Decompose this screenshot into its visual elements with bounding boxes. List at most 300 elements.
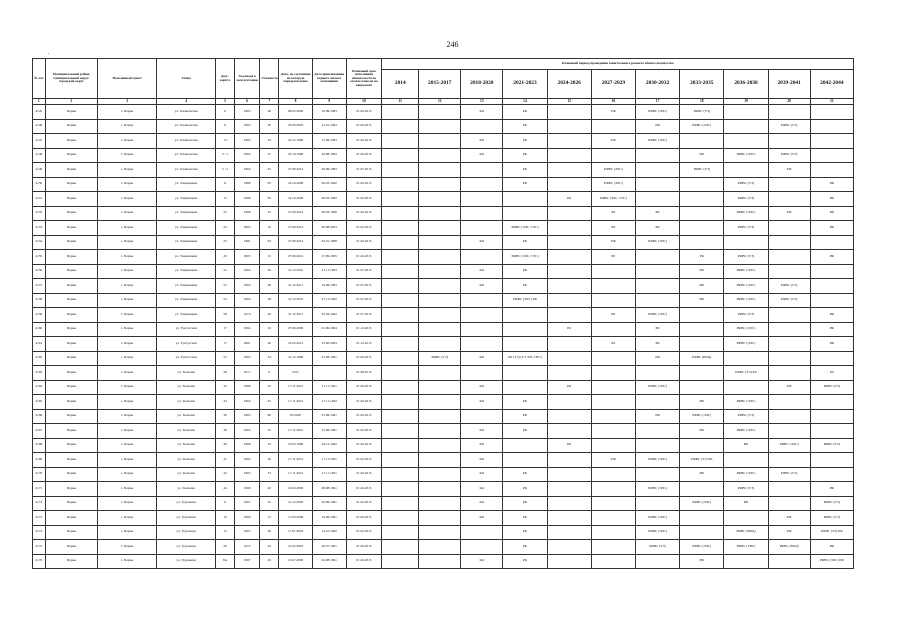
cell-no: 4164: [33, 380, 46, 395]
cell-period: [382, 235, 419, 250]
cell-floors: 33: [260, 438, 279, 453]
cell-period: [591, 438, 635, 453]
col-number: 17: [635, 99, 679, 105]
table-row: [33, 395, 854, 410]
cell-date-privatization: 04.12.1992: [312, 438, 346, 453]
cell-period: [461, 192, 503, 207]
cell-date-wear: 17.11.2012: [279, 453, 313, 468]
cell-settlement: г. Пермь: [98, 395, 157, 410]
cell-period: [419, 409, 461, 424]
cell-period: [382, 395, 419, 410]
cell-no: 4169: [33, 453, 46, 468]
cell-period: [768, 453, 810, 468]
cell-floors: 25: [260, 206, 279, 221]
capital-repair-register-table: [32, 58, 854, 569]
cell-no: 4156: [33, 264, 46, 279]
cell-no: 4176: [33, 554, 46, 569]
cell-period: РФВС (ТЭ): [724, 482, 768, 497]
cell-period: [724, 351, 768, 366]
cell-date-privatization: 21.01.1994: [312, 119, 346, 134]
cell-period: РФ: [768, 206, 810, 221]
cell-period: КО: [461, 554, 503, 569]
cell-period: [419, 308, 461, 323]
cell-planned-term: 01.07.2015: [346, 264, 382, 279]
cell-settlement: г. Пермь: [98, 337, 157, 352]
cell-settlement: г. Пермь: [98, 554, 157, 569]
cell-period: РК: [547, 380, 591, 395]
cell-settlement: г. Пермь: [98, 453, 157, 468]
cell-date-privatization: 06.03.1992: [312, 177, 346, 192]
cell-period: [810, 424, 853, 439]
cell-street: ул. Тюльпан: [157, 482, 216, 497]
cell-period: [382, 105, 419, 120]
cell-period: РФ: [768, 163, 810, 178]
cell-period: [382, 380, 419, 395]
cell-period: [547, 496, 591, 511]
col-number: 5: [216, 99, 235, 105]
cell-period: [635, 163, 679, 178]
cell-floors: 30: [260, 119, 279, 134]
cell-period: [547, 264, 591, 279]
cell-period: [419, 525, 461, 540]
table-row: [33, 409, 854, 424]
cell-period: [382, 351, 419, 366]
cell-period: РФВС (ЭЛС) РК: [503, 293, 547, 308]
cell-period: [419, 511, 461, 526]
cell-period: РФВС (ТЭ) РК: [724, 366, 768, 381]
cell-period: РФВС (ТЭ): [768, 279, 810, 294]
cell-period: [810, 279, 853, 294]
cell-period: [419, 221, 461, 236]
cell-period: РК: [503, 119, 547, 134]
cell-period: РК: [503, 105, 547, 120]
cell-planned-term: 01.12.2015: [346, 337, 382, 352]
table-row: [33, 279, 854, 294]
cell-date-wear: 27.09.2009: [279, 322, 313, 337]
cell-no: 4150: [33, 177, 46, 192]
cell-period: РФВС (ЭЛС): [635, 235, 679, 250]
cell-period: РФВС (ЭЛС): [591, 177, 635, 192]
cell-period: [382, 264, 419, 279]
cell-house: 52: [216, 351, 235, 366]
hdr-date-privatization: Дата приватизации первого жилого помещения: [312, 59, 346, 99]
table-row: [33, 105, 854, 120]
cell-period: [724, 235, 768, 250]
cell-period: [768, 322, 810, 337]
cell-period: РК: [503, 554, 547, 569]
cell-planned-term: 01.02.2015: [346, 235, 382, 250]
cell-period: РФВС (ТЭ): [724, 192, 768, 207]
cell-date-privatization: 01.09.1991: [312, 424, 346, 439]
cell-period: [419, 293, 461, 308]
cell-period: [810, 134, 853, 149]
cell-date-privatization: 17.11.1992: [312, 395, 346, 410]
cell-planned-term: 01.02.2015: [346, 119, 382, 134]
cell-street: ул. Техническая: [157, 163, 216, 178]
cell-period: РЛ: [547, 322, 591, 337]
col-number: 8: [279, 99, 313, 105]
cell-settlement: г. Пермь: [98, 380, 157, 395]
cell-municipality: Пермь: [45, 105, 98, 120]
cell-date-wear: 23.03.1998: [279, 438, 313, 453]
table-row: [33, 554, 854, 569]
cell-municipality: Пермь: [45, 511, 98, 526]
hdr-year: 2030-2032: [635, 70, 679, 99]
cell-settlement: г. Пермь: [98, 438, 157, 453]
cell-period: [382, 366, 419, 381]
hdr-year: 2033-2035: [680, 70, 724, 99]
cell-municipality: Пермь: [45, 424, 98, 439]
cell-no: 4152: [33, 206, 46, 221]
cell-period: [680, 308, 724, 323]
hdr-year: 2024-2026: [547, 70, 591, 99]
cell-period: [503, 366, 547, 381]
cell-planned-term: 01.02.2015: [346, 482, 382, 497]
cell-period: [810, 264, 853, 279]
cell-period: [461, 540, 503, 555]
cell-period: [680, 337, 724, 352]
cell-period: [591, 322, 635, 337]
cell-period: [382, 438, 419, 453]
cell-period: РФВС (ЭЛС, ТЭС): [591, 192, 635, 207]
cell-period: [547, 453, 591, 468]
cell-period: [419, 337, 461, 352]
cell-date-wear: 25.10.1998: [279, 148, 313, 163]
cell-period: РФВС (ВОД): [680, 351, 724, 366]
cell-period: [591, 540, 635, 555]
cell-built: 1981: [235, 235, 260, 250]
cell-no: 4173: [33, 511, 46, 526]
cell-period: [680, 322, 724, 337]
cell-street: ул. Тунгусская: [157, 337, 216, 352]
cell-built: 1969: [235, 482, 260, 497]
cell-street: ул. Товарищева: [157, 192, 216, 207]
cell-period: РФ: [680, 279, 724, 294]
cell-period: [419, 554, 461, 569]
cell-house: 44: [216, 482, 235, 497]
cell-period: РФ: [768, 525, 810, 540]
cell-period: РК: [503, 525, 547, 540]
cell-period: РФВС (ЭЛС): [724, 424, 768, 439]
cell-date-wear: 21.05.2012: [279, 337, 313, 352]
cell-period: РФВС (ЭЛС): [680, 496, 724, 511]
cell-floors: 93: [260, 235, 279, 250]
cell-period: [382, 525, 419, 540]
cell-street: ул. Товарищева: [157, 279, 216, 294]
cell-date-privatization: 14.10.1992: [312, 525, 346, 540]
table-row: [33, 308, 854, 323]
col-number: 19: [724, 99, 768, 105]
cell-period: [680, 134, 724, 149]
cell-period: РФ: [680, 395, 724, 410]
cell-street: ул. Тюльпан: [157, 409, 216, 424]
hdr-year: 2018-2020: [461, 70, 503, 99]
cell-date-privatization: 01.08.1991: [312, 351, 346, 366]
cell-period: [382, 206, 419, 221]
cell-period: РФ: [591, 105, 635, 120]
cell-period: РК: [503, 163, 547, 178]
cell-built: 1964: [235, 395, 260, 410]
cell-period: РФВС (ТЭ): [810, 511, 853, 526]
cell-period: [768, 424, 810, 439]
cell-period: РК: [503, 424, 547, 439]
cell-period: [768, 250, 810, 265]
cell-no: 4146: [33, 119, 46, 134]
cell-period: [768, 192, 810, 207]
cell-no: 4165: [33, 395, 46, 410]
cell-built: 1967: [235, 554, 260, 569]
cell-period: КО: [461, 424, 503, 439]
cell-settlement: г. Пермь: [98, 366, 157, 381]
cell-period: [591, 482, 635, 497]
cell-period: [382, 511, 419, 526]
hdr-planned-term: Плановый срок исполнения обязательств по оплате взносов на капремонт: [346, 59, 382, 99]
table-row: [33, 264, 854, 279]
cell-period: [461, 119, 503, 134]
hdr-year: 2027-2029: [591, 70, 635, 99]
cell-floors: 24: [260, 540, 279, 555]
cell-municipality: Пермь: [45, 496, 98, 511]
cell-period: РФ: [810, 250, 853, 265]
cell-house: 8А: [216, 554, 235, 569]
cell-period: РФ: [724, 496, 768, 511]
cell-floors: 95: [260, 177, 279, 192]
hdr-built: Год ввода в эксплуатацию: [235, 59, 260, 99]
cell-period: РФ: [635, 119, 679, 134]
cell-period: [724, 380, 768, 395]
cell-settlement: г. Пермь: [98, 105, 157, 120]
hdr-house: Дом / корпус: [216, 59, 235, 99]
cell-period: [810, 409, 853, 424]
cell-period: РК: [503, 482, 547, 497]
cell-floors: 33: [260, 467, 279, 482]
cell-period: КО: [461, 467, 503, 482]
cell-period: РФВС (ТЭ): [724, 250, 768, 265]
cell-period: [724, 554, 768, 569]
cell-period: РФВС (ЭЛС): [724, 206, 768, 221]
cell-period: [419, 279, 461, 294]
cell-planned-term: 01.02.2015: [346, 105, 382, 120]
hdr-no: № п/п: [33, 59, 46, 99]
cell-date-privatization: 17.11.1991: [312, 453, 346, 468]
cell-period: [419, 134, 461, 149]
cell-period: [635, 467, 679, 482]
cell-settlement: г. Пермь: [98, 293, 157, 308]
cell-period: РФ: [680, 293, 724, 308]
cell-period: [547, 540, 591, 555]
cell-period: [547, 105, 591, 120]
cell-period: [419, 163, 461, 178]
cell-floors: 15: [260, 250, 279, 265]
cell-period: РФВС (ЭЛС): [724, 264, 768, 279]
cell-period: [547, 337, 591, 352]
cell-no: 4166: [33, 409, 46, 424]
cell-settlement: г. Пермь: [98, 177, 157, 192]
table-row: [33, 250, 854, 265]
cell-period: РК: [503, 467, 547, 482]
cell-municipality: Пермь: [45, 322, 98, 337]
cell-no: 4162: [33, 351, 46, 366]
table-row: [33, 177, 854, 192]
cell-date-privatization: 17.11.1991: [312, 467, 346, 482]
cell-date-wear: 31.12.2011: [279, 308, 313, 323]
page-number: 246: [446, 40, 459, 49]
table-row: [33, 322, 854, 337]
cell-period: РК (ТЭ) (ТЭ ЭЛС ГВС): [503, 351, 547, 366]
cell-date-wear: 27.09.2014: [279, 221, 313, 236]
cell-period: РЛ: [591, 221, 635, 236]
cell-municipality: Пермь: [45, 235, 98, 250]
cell-floors: 45: [260, 163, 279, 178]
cell-street: ул. Товарищева: [157, 264, 216, 279]
cell-date-wear: 27.09.2014: [279, 206, 313, 221]
cell-settlement: г. Пермь: [98, 134, 157, 149]
cell-municipality: Пермь: [45, 264, 98, 279]
cell-no: 4171: [33, 482, 46, 497]
cell-period: РК: [503, 177, 547, 192]
cell-date-wear: 17.11.2012: [279, 467, 313, 482]
cell-house: 5а: [216, 264, 235, 279]
cell-municipality: Пермь: [45, 366, 98, 381]
cell-floors: 15: [260, 511, 279, 526]
cell-period: [591, 366, 635, 381]
cell-settlement: г. Пермь: [98, 221, 157, 236]
cell-municipality: Пермь: [45, 192, 98, 207]
cell-period: [547, 119, 591, 134]
cell-period: [635, 250, 679, 265]
cell-period: [591, 554, 635, 569]
cell-period: [419, 438, 461, 453]
cell-period: [680, 525, 724, 540]
cell-built: 2017: [235, 366, 260, 381]
cell-period: [382, 322, 419, 337]
cell-period: [635, 438, 679, 453]
cell-street: ул. Тунгусская: [157, 351, 216, 366]
cell-date-privatization: 27.11.1992: [312, 293, 346, 308]
cell-date-wear: 14.10.2008: [279, 177, 313, 192]
col-number: 14: [503, 99, 547, 105]
cell-period: КО: [461, 511, 503, 526]
cell-built: 2001: [235, 337, 260, 352]
cell-period: РФВС (ЭЛС): [724, 279, 768, 294]
cell-built: 2003: [235, 221, 260, 236]
cell-floors: 26: [260, 264, 279, 279]
cell-period: [419, 380, 461, 395]
cell-period: [680, 206, 724, 221]
cell-period: РК: [547, 192, 591, 207]
cell-street: ул. Техническая: [157, 105, 216, 120]
hdr-year: 2014: [382, 70, 419, 99]
cell-street: ул. Товарищева: [157, 293, 216, 308]
cell-date-wear: 14.10.2008: [279, 192, 313, 207]
cell-period: [419, 496, 461, 511]
table-row: [33, 366, 854, 381]
cell-house: 58: [216, 308, 235, 323]
cell-period: [810, 163, 853, 178]
cell-house: 25: [216, 235, 235, 250]
cell-municipality: Пермь: [45, 148, 98, 163]
cell-floors: 20: [260, 482, 279, 497]
cell-date-privatization: 29.08.1993: [312, 148, 346, 163]
cell-date-privatization: 06.03.1996: [312, 206, 346, 221]
cell-period: [680, 235, 724, 250]
cell-period: КО: [461, 482, 503, 497]
cell-date-wear: 15.07.2000: [279, 554, 313, 569]
cell-planned-term: 01.12.2015: [346, 322, 382, 337]
hdr-street: Улица: [157, 59, 216, 99]
cell-floors: 95: [260, 192, 279, 207]
cell-house: 14: [216, 134, 235, 149]
cell-period: РФВС (ТЭ) РК: [680, 453, 724, 468]
cell-no: 4159: [33, 308, 46, 323]
cell-period: КО: [461, 279, 503, 294]
cell-no: 4174: [33, 525, 46, 540]
cell-period: РК: [503, 540, 547, 555]
cell-period: [635, 496, 679, 511]
cell-period: [680, 482, 724, 497]
cell-planned-term: 01.02.2015: [346, 380, 382, 395]
cell-no: 4163: [33, 366, 46, 381]
cell-planned-term: 01.02.2015: [346, 467, 382, 482]
cell-municipality: Пермь: [45, 554, 98, 569]
cell-period: РФ: [680, 424, 724, 439]
table-row: [33, 540, 854, 555]
table-row: [33, 192, 854, 207]
cell-house: 41: [216, 453, 235, 468]
cell-period: [382, 482, 419, 497]
cell-period: [724, 453, 768, 468]
cell-period: РФВС (ЭЛС): [635, 453, 679, 468]
cell-period: [382, 540, 419, 555]
cell-period: [724, 134, 768, 149]
col-number: 11: [382, 99, 419, 105]
col-number: 13: [461, 99, 503, 105]
cell-date-privatization: 08.08.1991: [312, 482, 346, 497]
cell-period: [680, 366, 724, 381]
cell-period: РФВС (ЭЛС): [635, 308, 679, 323]
cell-municipality: Пермь: [45, 293, 98, 308]
cell-period: РК: [503, 395, 547, 410]
hdr-year: 2039-2041: [768, 70, 810, 99]
col-number: 1: [33, 99, 46, 105]
cell-period: РФ: [768, 511, 810, 526]
cell-built: 1994: [235, 322, 260, 337]
cell-municipality: Пермь: [45, 351, 98, 366]
cell-period: КО: [461, 351, 503, 366]
cell-period: [419, 322, 461, 337]
cell-street: ул. Товарищева: [157, 177, 216, 192]
cell-floors: 27: [260, 148, 279, 163]
cell-period: [547, 279, 591, 294]
cell-period: [461, 163, 503, 178]
cell-period: РФ: [680, 264, 724, 279]
cell-planned-term: 01.02.2015: [346, 496, 382, 511]
cell-floors: 10: [260, 221, 279, 236]
cell-planned-term: 01.07.2015: [346, 308, 382, 323]
col-number: 18: [680, 99, 724, 105]
cell-built: 1964: [235, 293, 260, 308]
cell-no: 4160: [33, 322, 46, 337]
cell-built: 1969: [235, 511, 260, 526]
cell-period: [810, 105, 853, 120]
cell-period: [547, 163, 591, 178]
hdr-year: 2042-2044: [810, 70, 853, 99]
cell-period: [635, 177, 679, 192]
col-number: 16: [591, 99, 635, 105]
cell-period: [591, 264, 635, 279]
table-row: [33, 525, 854, 540]
cell-period: [419, 105, 461, 120]
